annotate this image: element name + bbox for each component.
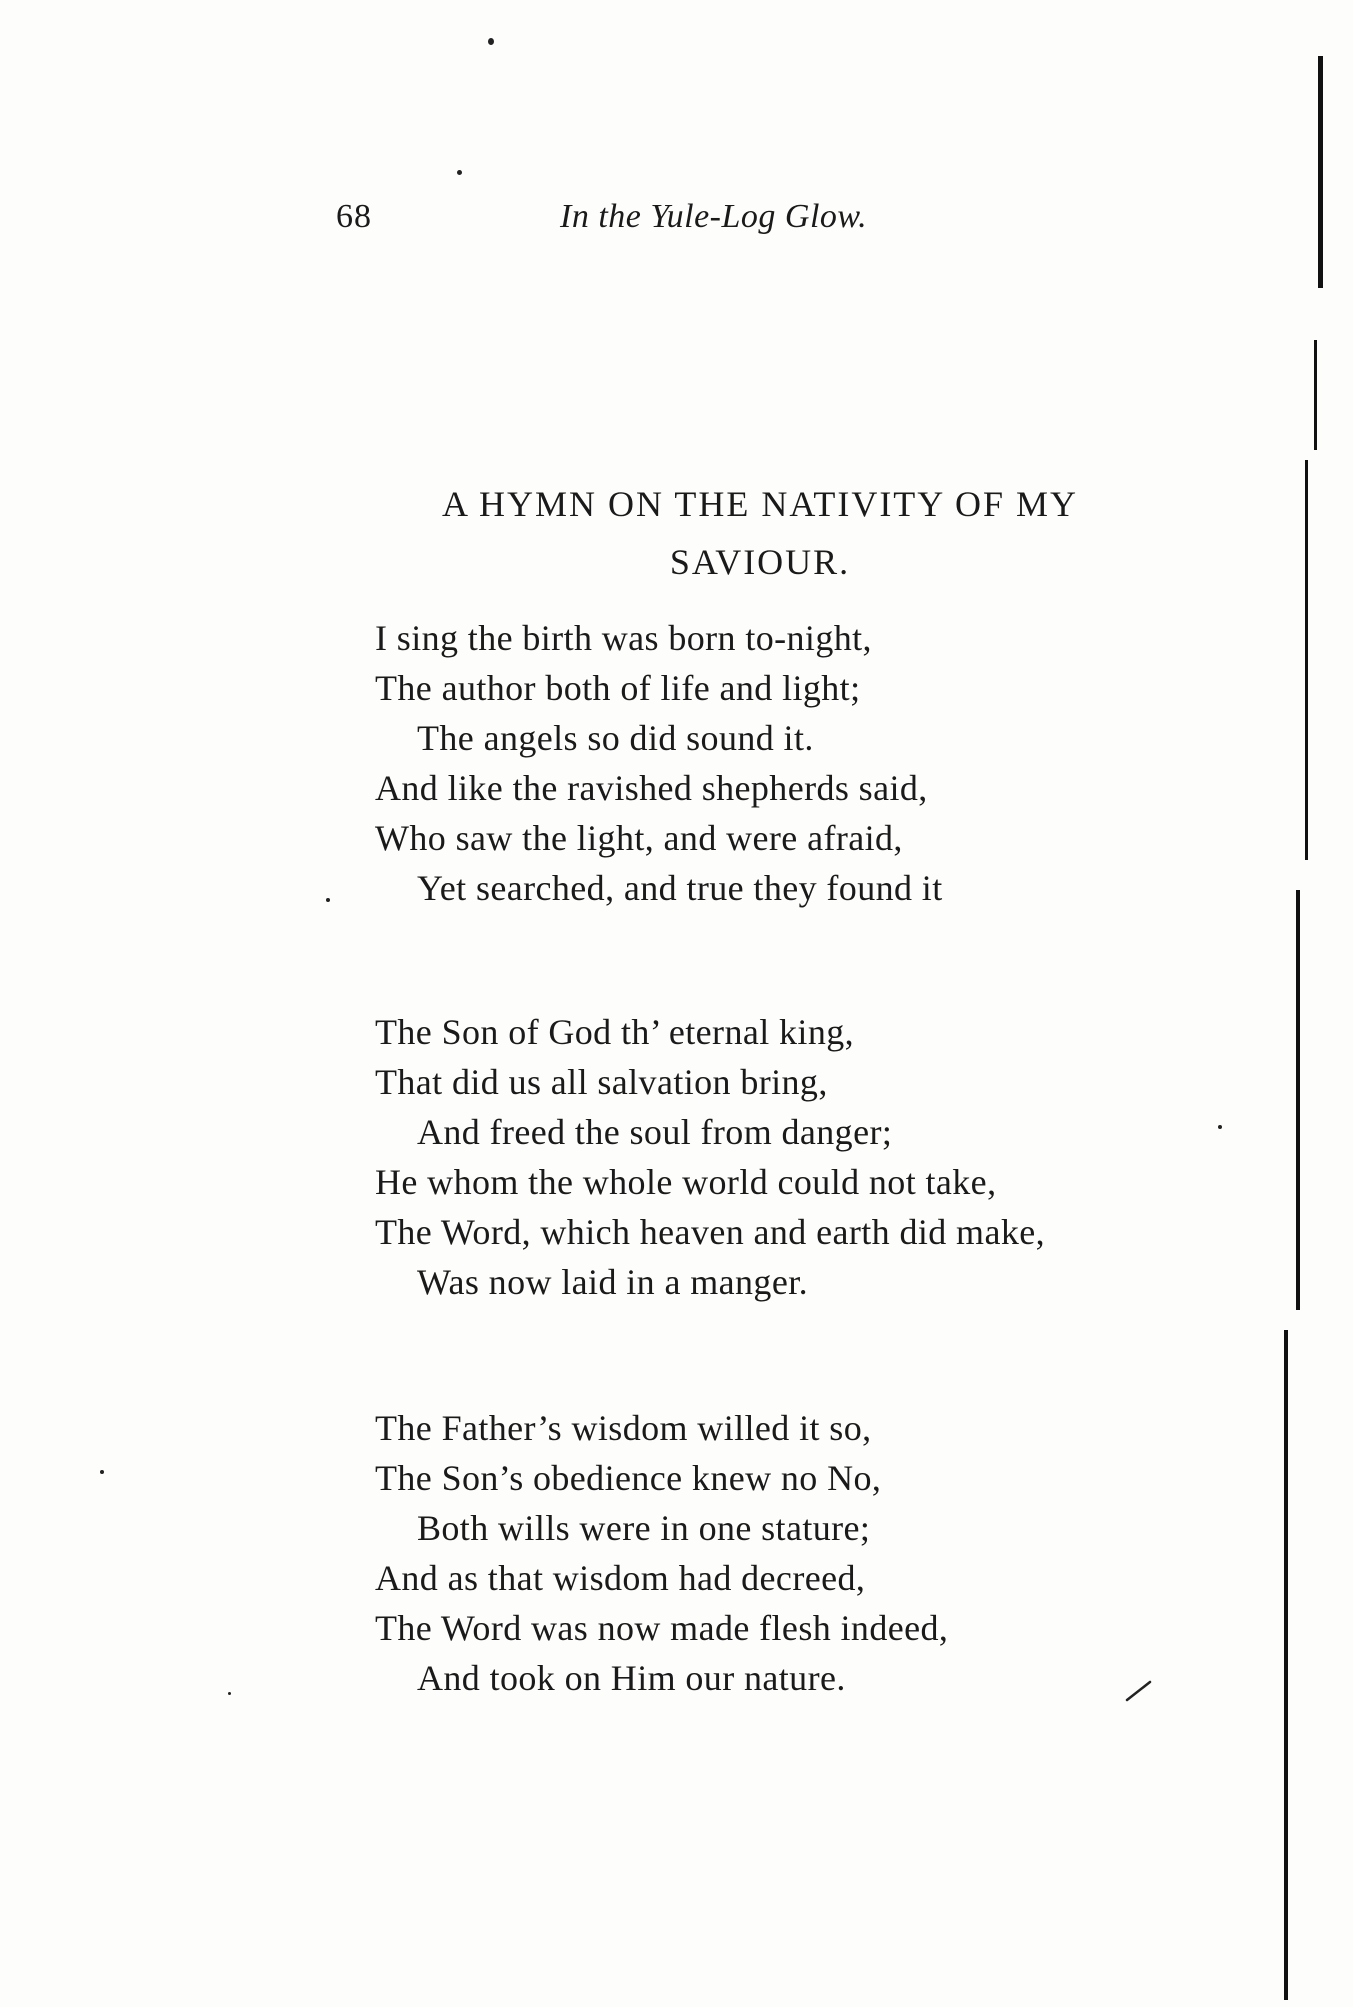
binding-edge xyxy=(1296,890,1300,1310)
poem-line: Who saw the light, and were afraid, xyxy=(375,818,903,858)
poem-line: And took on Him our nature. xyxy=(417,1658,846,1698)
poem-line: I sing the birth was born to-night, xyxy=(375,618,872,658)
scan-speck xyxy=(1218,1125,1222,1129)
scan-speck xyxy=(488,38,494,45)
poem-line: The Word, which heaven and earth did make, xyxy=(375,1212,1046,1252)
poem-line: And as that wisdom had decreed, xyxy=(375,1558,866,1598)
poem-line: Both wills were in one stature; xyxy=(417,1508,871,1548)
poem-line: Yet searched, and true they found it xyxy=(417,868,943,908)
poem-line: And freed the soul from danger; xyxy=(417,1112,893,1152)
stanza-1 xyxy=(375,613,1235,913)
poem-line: He whom the whole world could not take, xyxy=(375,1162,997,1202)
binding-edge xyxy=(1318,56,1323,288)
scan-speck xyxy=(228,1692,231,1695)
stanza-2 xyxy=(375,1007,1235,1307)
poem-title-line-2: SAVIOUR. xyxy=(669,542,851,582)
poem-line: The Word was now made flesh indeed, xyxy=(375,1608,949,1648)
scan-speck xyxy=(326,898,330,902)
poem-line: Was now laid in a manger. xyxy=(417,1262,809,1302)
poem-line: The Son’s obedience knew no No, xyxy=(375,1458,882,1498)
poem-line: And like the ravished shepherds said, xyxy=(375,768,928,808)
pencil-mark-icon xyxy=(1124,1676,1154,1704)
poem-title xyxy=(340,475,1180,591)
poem-line: The Son of God th’ eternal king, xyxy=(375,1012,855,1052)
scan-speck xyxy=(100,1470,104,1474)
page-number: 68 xyxy=(336,198,372,235)
poem-line: That did us all salvation bring, xyxy=(375,1062,828,1102)
poem-line: The Father’s wisdom willed it so, xyxy=(375,1408,872,1448)
binding-edge xyxy=(1314,340,1317,450)
binding-edge xyxy=(1305,460,1308,860)
running-title: In the Yule-Log Glow. xyxy=(560,198,868,235)
poem-title-line-1: A HYMN ON THE NATIVITY OF MY xyxy=(442,484,1078,524)
running-head xyxy=(0,198,1353,248)
stanza-3 xyxy=(375,1403,1235,1703)
poem-line: The angels so did sound it. xyxy=(417,718,814,758)
binding-edge xyxy=(1284,1330,1288,2000)
scan-speck xyxy=(457,170,462,175)
poem-line: The author both of life and light; xyxy=(375,668,861,708)
